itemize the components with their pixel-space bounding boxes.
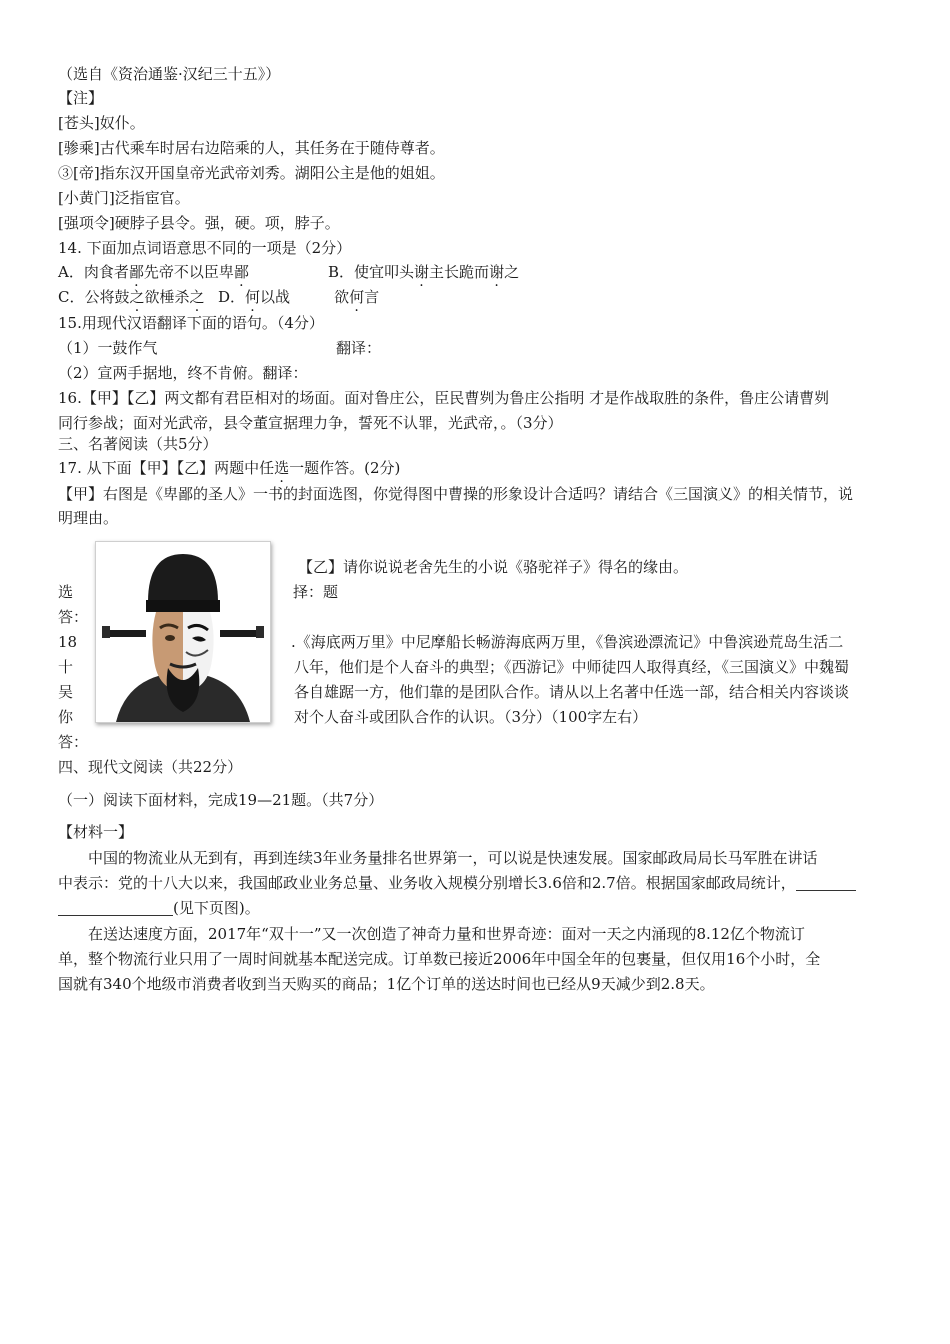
q14-d-text3: 欲: [334, 288, 350, 306]
label-choose-question: 择：题: [293, 583, 339, 601]
q14-c-dotted2: 之: [189, 288, 205, 306]
para-1-line-2-text: 中表示：党的十八大以来，我国邮政业业务总量、业务收入规模分别增长3.6倍和2.7倍。根据国家邮政局统计，: [58, 874, 796, 892]
q14-c-dotted: 之: [129, 288, 145, 306]
source-line: （选自《资治通鉴·汉纪三十五》）: [58, 65, 281, 83]
section-3-heading: 三、名著阅读（共5分）: [58, 435, 218, 453]
q14-b-dotted: 谢: [414, 263, 430, 281]
question-17-jia-line-2: 明理由。: [58, 509, 119, 527]
question-18-line-3: 各自雄踞一方，他们靠的是团队合作。请从以上名著中任选一部，结合相关内容谈谈: [294, 683, 850, 701]
note-5: [强项令]硬脖子县令。强，硬。项，脖子。: [58, 214, 340, 232]
question-15: 15.用现代汉语翻译下面的语句。（4分）: [58, 314, 324, 332]
question-18-line-4: 对个人奋斗或团队合作的认识。（3分）（100字左右）: [294, 708, 648, 726]
material-1-para-1-line-2: [58, 871, 856, 895]
q14-d-text2: 以战: [260, 288, 291, 306]
q14-b-dotted2: 谢: [489, 263, 505, 281]
fill-blank-2: [58, 901, 173, 916]
q14-b-text2: 主长跪而: [429, 263, 490, 281]
q14-a-text: A．肉食者: [58, 263, 129, 281]
note-3: ③[帝]指东汉开国皇帝光武帝刘秀。湖阳公主是他的姐姐。: [58, 164, 445, 182]
material-1-para-1-line-1: 中国的物流业从无到有，再到连续3年业务量排名世界第一，可以说是快速发展。国家邮政局局长马军胜在讲话: [88, 849, 818, 867]
question-15-item-2: （2）宣两手据地，终不肯俯。翻译：: [58, 364, 308, 382]
hat: [148, 554, 218, 602]
material-1-para-2-line-3: 国就有340个地级市消费者收到当天购买的商品；1亿个订单的送达时间也已经从9天减少到2.8天。: [58, 975, 715, 993]
hat-band: [146, 600, 220, 612]
question-18-line-1: .《海底两万里》中尼摩船长畅游海底两万里，《鲁滨逊漂流记》中鲁滨逊荒岛生活二: [291, 633, 844, 651]
question-14-option-a: [58, 260, 249, 284]
portrait-illustration: [96, 542, 270, 722]
left-char-wu: 吴: [58, 683, 74, 701]
note-2: [骖乘]古代乘车时居右边陪乘的人，其任务在于随侍尊者。: [58, 139, 445, 157]
hat-wing-right-tip: [256, 626, 264, 638]
material-1-heading: 【材料一】: [58, 823, 134, 841]
fill-blank-1: [796, 876, 856, 891]
note-heading: 【注】: [58, 89, 104, 107]
q14-a-dotted: 鄙: [128, 263, 144, 281]
question-17-jia-line-1: 【甲】右图是《卑鄙的圣人》一书的封面选图，你觉得图中曹操的形象设计合适吗？请结合《三国演义》的相关情节，说: [58, 485, 854, 503]
question-14-option-d: [218, 285, 379, 309]
q14-a-text2: 先帝不以臣卑: [143, 263, 234, 281]
question-18-number: 18: [58, 633, 78, 651]
material-1-para-2-line-2: 单，整个物流行业只用了一周时间就基本配送完成。订单数已接近2006年中国全年的包裹量，但仅用16个小时，全: [58, 950, 821, 968]
q14-b-text3: 之: [504, 263, 520, 281]
q17-dotted: 任选一: [259, 459, 305, 477]
material-1-para-1-line-3: [58, 896, 260, 920]
question-17-yi: 【乙】请你说说老舍先生的小说《骆驼祥子》得名的缘由。: [298, 558, 689, 576]
q14-a-dotted2: 鄙: [233, 263, 249, 281]
question-15-item-1-translate: 翻译：: [336, 339, 382, 357]
question-15-item-1: （1）一鼓作气: [58, 339, 158, 357]
question-14-option-b: [328, 260, 519, 284]
q14-c-text2: 欲棰杀: [144, 288, 190, 306]
label-xuan: 选: [58, 583, 74, 601]
note-1: [苍头]奴仆。: [58, 114, 145, 132]
q17-text: 17. 从下面【甲】【乙】两题中: [58, 459, 260, 477]
q14-c-text: C．公将鼓: [58, 288, 130, 306]
q14-d-text4: 言: [364, 288, 380, 306]
q14-d-text: D．: [218, 288, 246, 306]
hat-wing-left: [106, 630, 146, 637]
question-18-line-2: 八年，他们是个人奋斗的典型；《西游记》中师徒四人取得真经，《三国演义》中魏蜀: [294, 658, 850, 676]
question-14-option-c: [58, 285, 205, 309]
left-char-shi: 十: [58, 658, 74, 676]
hat-wing-left-tip: [102, 626, 110, 638]
left-char-ni: 你: [58, 708, 74, 726]
subsection-1-heading: （一）阅读下面材料，完成19—21题。（共7分）: [58, 791, 384, 809]
question-14: 14. 下面加点词语意思不同的一项是（2分）: [58, 239, 352, 257]
question-16-line-2: 同行参战；面对光武帝，县令董宣据理力争，誓死不认罪，光武帝，。（3分）: [58, 414, 563, 432]
face-eye: [165, 635, 175, 641]
label-answer-2: 答：: [58, 733, 89, 751]
section-4-heading: 四、现代文阅读（共22分）: [58, 758, 243, 776]
question-17: [58, 456, 400, 480]
q14-d-dotted: 何: [245, 288, 261, 306]
hat-wing-right: [220, 630, 260, 637]
cao-cao-portrait-image: [95, 541, 271, 723]
q14-b-text: B．使宜叩头: [328, 263, 415, 281]
label-answer-1: 答：: [58, 608, 89, 626]
material-1-para-2-line-1: 在送达速度方面，2017年“双十一”又一次创造了神奇力量和世界奇迹：面对一天之内涌现的8.12亿个物流订: [88, 925, 805, 943]
question-16-line-1: 16.【甲】【乙】两文都有君臣相对的场面。面对鲁庄公，臣民曹刿为鲁庄公指明 才是作战取胜的条件，鲁庄公请曹刿: [58, 389, 830, 407]
q17-text2: 题作答。(2分): [304, 459, 401, 477]
q14-d-dotted2: 何: [349, 288, 365, 306]
para-1-line-3-text: (见下页图)。: [173, 899, 260, 917]
note-4: [小黄门]泛指宦官。: [58, 189, 190, 207]
